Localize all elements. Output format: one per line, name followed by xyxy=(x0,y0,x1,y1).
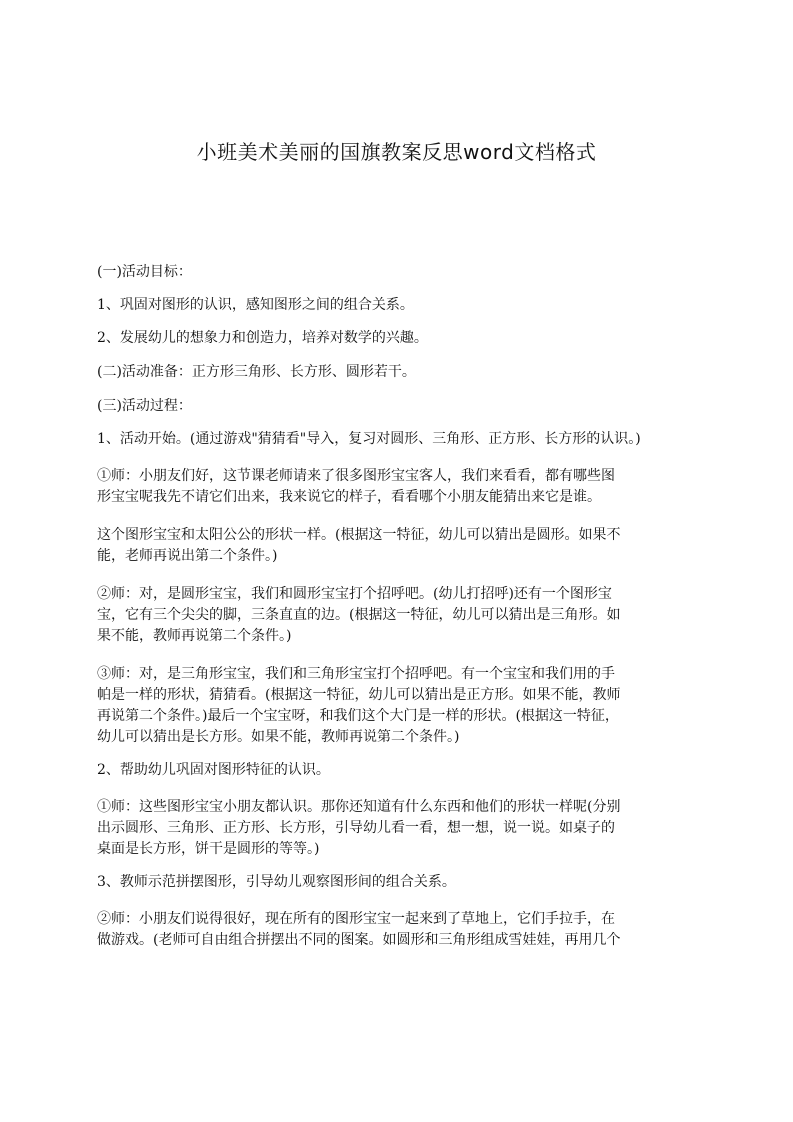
paragraph: ②师：小朋友们说得很好，现在所有的图形宝宝一起来到了草地上，它们手拉手，在 做游戏。(老师可自由组合拼摆出不同的图案。如圆形和三角形组成雪娃娃，再用几个 xyxy=(97,911,621,948)
section-heading-process: (三)活动过程： xyxy=(97,398,192,414)
paragraph: ①师：这些图形宝宝小朋友都认识。那你还知道有什么东西和他们的形状一样呢(分别 出示圆形、三角形、正方形、长方形，引导幼儿看一看，想一想，说一说。如桌子的 桌面是长方形，饼干是圆形的等等。) xyxy=(97,799,621,857)
paragraph: ③师：对，是三角形宝宝，我们和三角形宝宝打个招呼吧。有一个宝宝和我们用的手 帕是一样的形状，猜猜看。(根据这一特征，幼儿可以猜出是正方形。如果不能，教师 再说第二个条件。)最后一个宝宝呀，和我们这个大门是一样的形状。(根据这一特征， 幼儿可以猜出是长方形。如果不能，教师再说第二个条件。) xyxy=(97,666,621,745)
section-heading-goals: (一)活动目标： xyxy=(97,264,192,280)
paragraph: ①师：小朋友们好，这节课老师请来了很多图形宝宝客人，我们来看看，都有哪些图 形宝宝呢我先不请它们出来，我来说它的样子，看看哪个小朋友能猜出来它是谁。 xyxy=(97,468,615,505)
paragraph: 2、帮助幼儿巩固对图形特征的认识。 xyxy=(97,762,330,778)
document-body xyxy=(97,262,697,951)
document-title: 小班美术美丽的国旗教案反思word文档格式 xyxy=(196,140,597,164)
paragraph: 3、教师示范拼摆图形，引导幼儿观察图形间的组合关系。 xyxy=(97,874,456,890)
paragraph: 1、巩固对图形的认识，感知图形之间的组合关系。 xyxy=(97,297,414,313)
paragraph: 这个图形宝宝和太阳公公的形状一样。(根据这一特征，幼儿可以猜出是圆形。如果不 能，老师再说出第二个条件。) xyxy=(97,527,621,564)
paragraph: 2、发展幼儿的想象力和创造力，培养对数学的兴趣。 xyxy=(97,330,428,346)
paragraph: 1、活动开始。(通过游戏"猜猜看"导入，复习对圆形、三角形、正方形、长方形的认识。) xyxy=(97,431,641,447)
section-heading-preparation: (二)活动准备：正方形三角形、长方形、圆形若干。 xyxy=(97,364,416,380)
paragraph: ②师：对，是圆形宝宝，我们和圆形宝宝打个招呼吧。(幼儿打招呼)还有一个图形宝 宝，它有三个尖尖的脚，三条直直的边。(根据这一特征，幼儿可以猜出是三角形。如 果不能，教师再说第二个条件。) xyxy=(97,586,621,644)
